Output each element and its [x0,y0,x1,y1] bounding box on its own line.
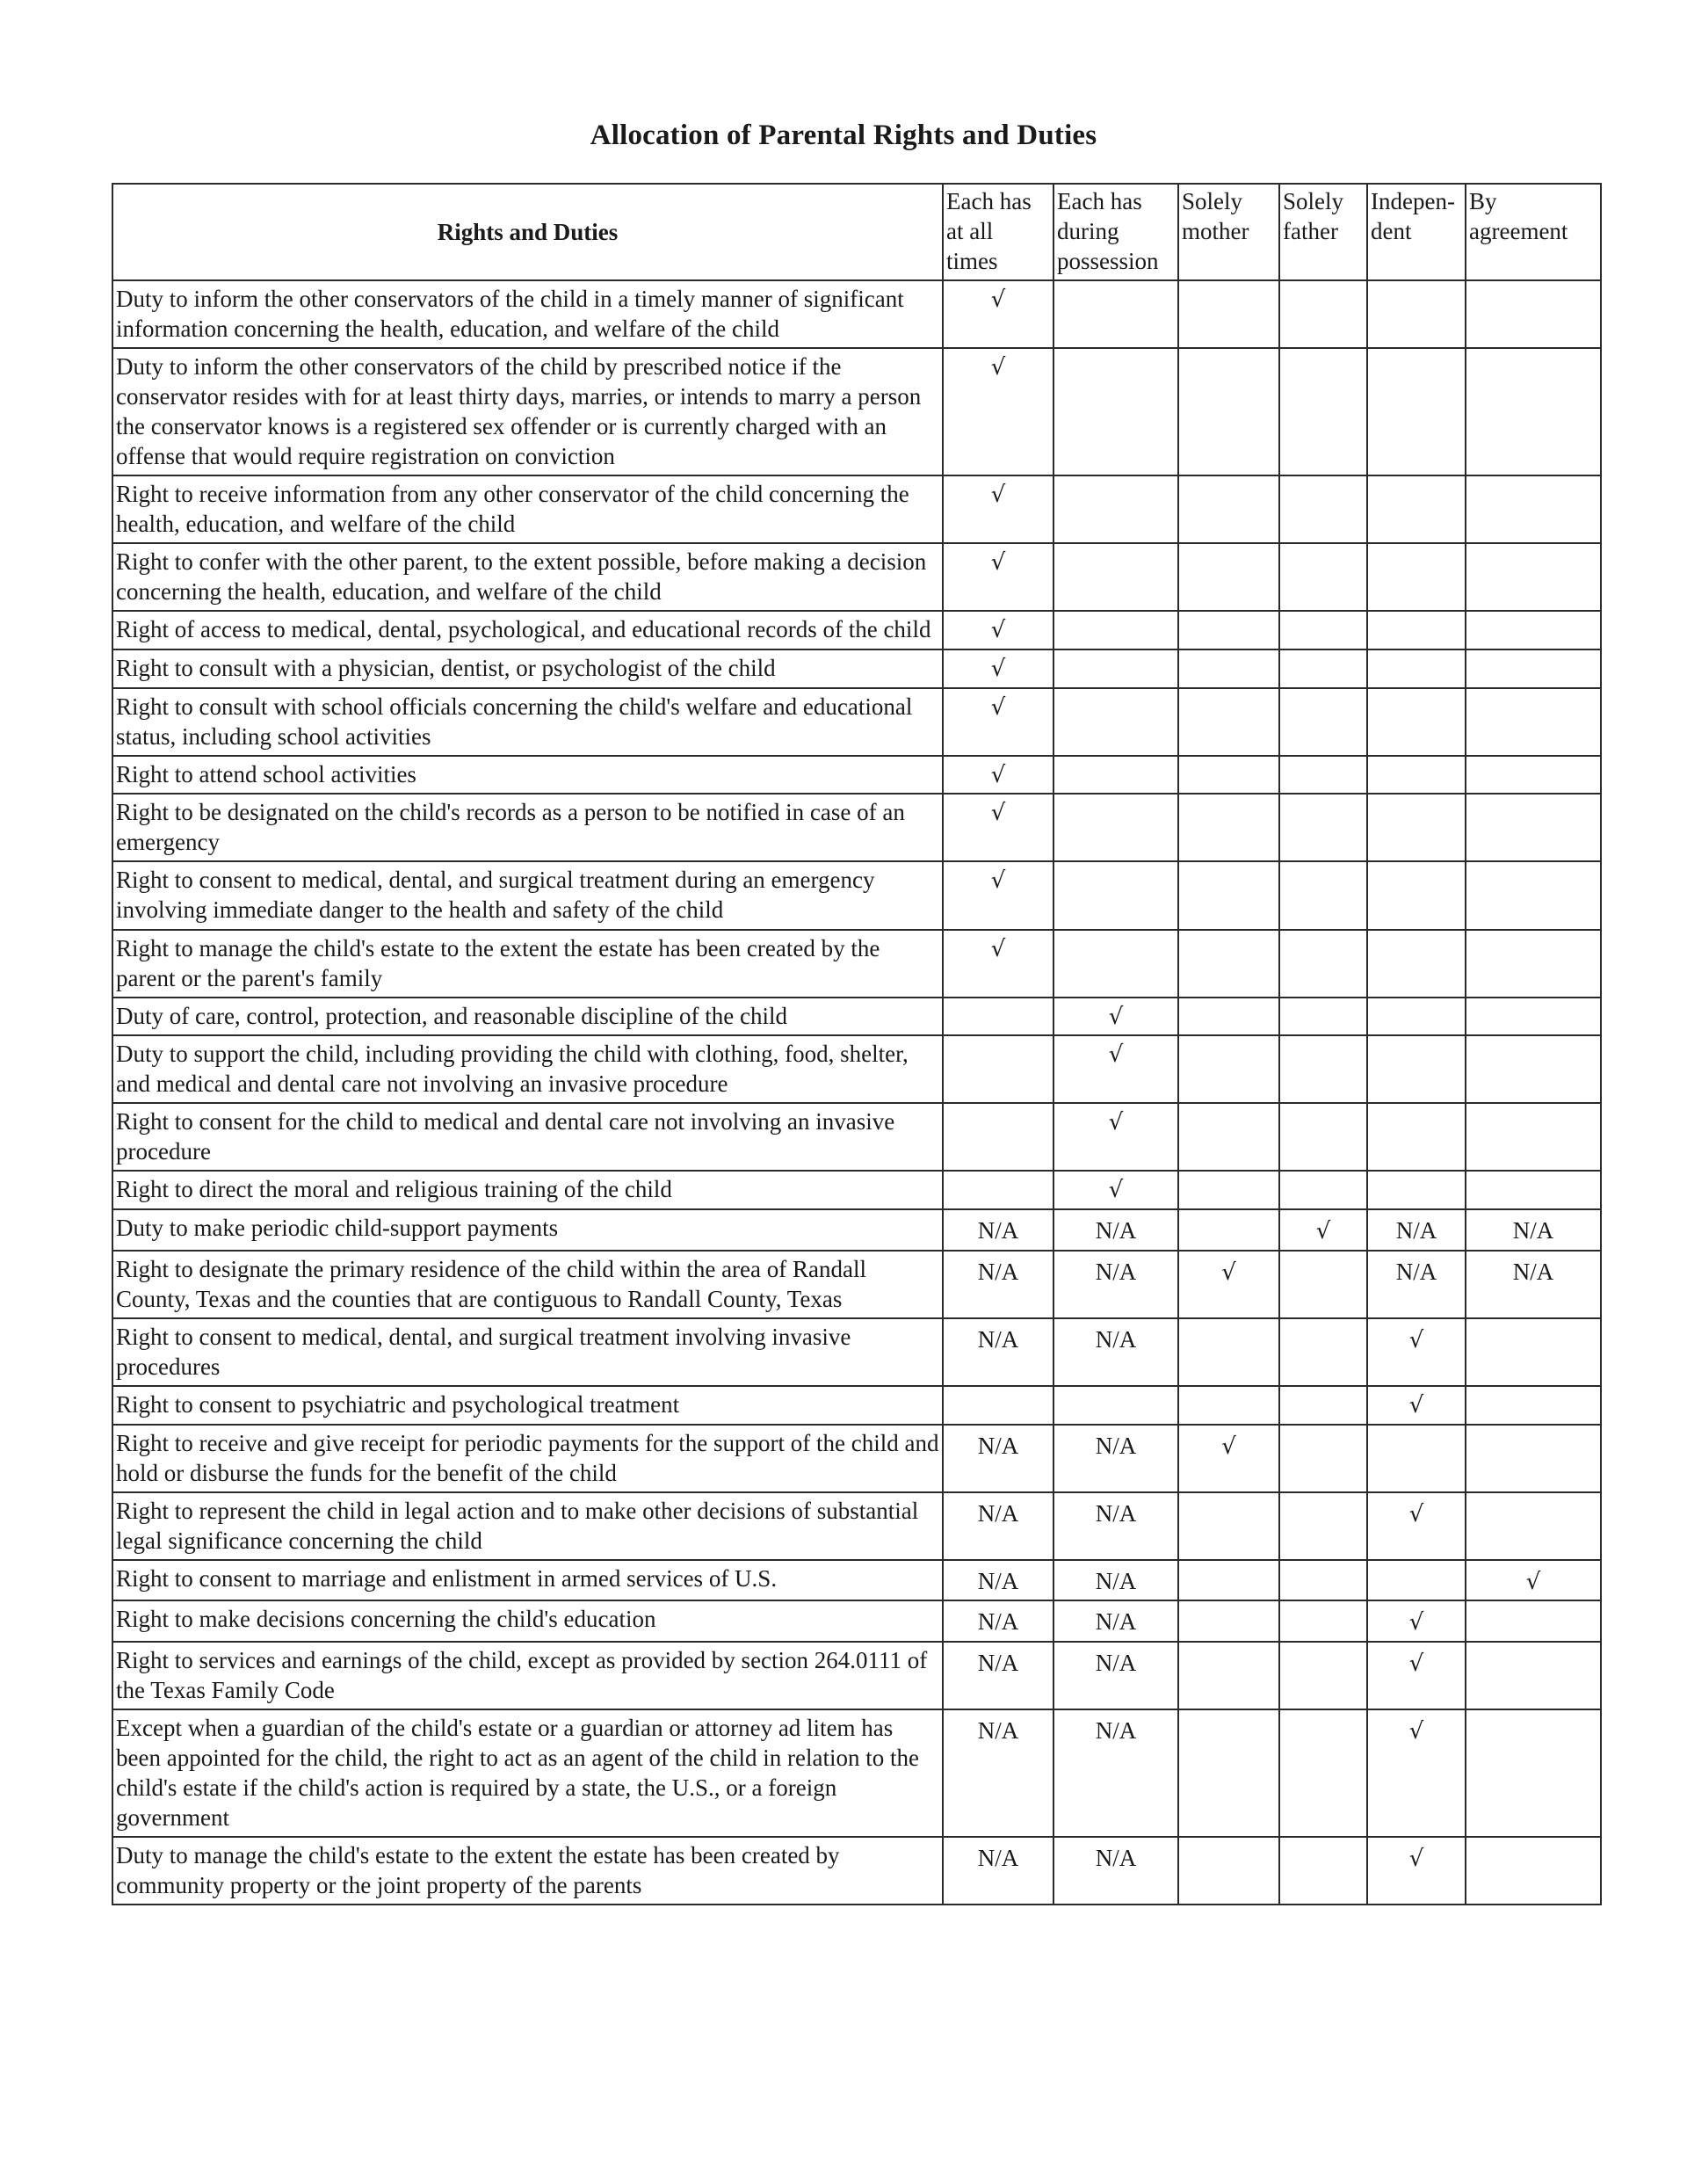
row-description: Right to manage the child's estate to the extent the estate has been created by the parent or the parent's family [112,930,943,998]
header-independent: Indepen-dent [1367,184,1466,280]
row-description: Right to direct the moral and religious training of the child [112,1171,943,1209]
cell-solely-father [1279,1209,1367,1251]
cell-independent [1367,1837,1466,1905]
cell-independent-empty [1367,611,1466,649]
cell-solely-mother-empty [1178,475,1279,543]
cell-by-agreement-empty [1466,1035,1601,1103]
check-mark-icon: √ [990,935,1006,962]
cell-solely-father-empty [1279,1492,1367,1560]
row-description: Duty to manage the child's estate to the extent the estate has been created by community property or the joint property of the parents [112,1837,943,1905]
table-row [112,688,1601,756]
cell-by-agreement-empty [1466,930,1601,998]
check-mark-icon: √ [990,800,1006,827]
cell-by-agreement-empty [1466,348,1601,475]
table-body [112,280,1601,1905]
cell-independent-empty [1367,688,1466,756]
table-row [112,280,1601,348]
cell-solely-mother-empty [1178,1386,1279,1425]
cell-each-possession-empty [1053,280,1178,348]
row-description: Right to consent to medical, dental, and surgical treatment involving invasive procedures [112,1318,943,1386]
row-description: Right to designate the primary residence of the child within the area of Randall County, Texas and the counties that are contiguous to Randall County, Texas [112,1251,943,1318]
cell-each-all-times [943,543,1053,611]
cell-by-agreement-na: N/A [1466,1251,1601,1318]
cell-each-all-times-empty [943,1103,1053,1171]
row-description: Right of access to medical, dental, psychological, and educational records of the child [112,611,943,649]
cell-solely-mother-empty [1178,1642,1279,1709]
cell-independent-empty [1367,861,1466,929]
table-row [112,756,1601,795]
cell-independent [1367,1492,1466,1560]
cell-solely-father-empty [1279,1386,1367,1425]
row-description: Duty of care, control, protection, and reasonable discipline of the child [112,998,943,1036]
table-row [112,475,1601,543]
rights-duties-table [112,183,1602,1905]
cell-each-all-times-empty [943,1035,1053,1103]
cell-solely-father-empty [1279,1837,1367,1905]
check-mark-icon: √ [990,549,1006,577]
check-mark-icon: √ [1108,1041,1124,1069]
row-description: Right to consent to marriage and enlistment in armed services of U.S. [112,1560,943,1601]
check-mark-icon: √ [1408,1718,1424,1745]
table-row [112,1171,1601,1209]
row-description: Right to services and earnings of the child, except as provided by section 264.0111 of the Texas Family Code [112,1642,943,1709]
cell-each-all-times-na: N/A [943,1251,1053,1318]
check-mark-icon: √ [1408,1609,1424,1636]
cell-solely-father-empty [1279,348,1367,475]
cell-each-all-times-empty [943,1171,1053,1209]
cell-independent-empty [1367,649,1466,688]
cell-each-possession-na: N/A [1053,1209,1178,1251]
cell-each-all-times-na: N/A [943,1600,1053,1642]
cell-each-possession-na: N/A [1053,1837,1178,1905]
cell-by-agreement-empty [1466,611,1601,649]
check-mark-icon: √ [1221,1433,1236,1460]
table-row [112,998,1601,1036]
row-description: Duty to inform the other conservators of the child by prescribed notice if the conservator resides with for at least thirty days, marries, or intends to marry a person the conservator knows is a registered sex offender or is currently charged with an offense that would require registration on conviction [112,348,943,475]
cell-independent [1367,1318,1466,1386]
cell-by-agreement-empty [1466,794,1601,861]
cell-independent-empty [1367,1425,1466,1492]
cell-solely-mother-empty [1178,280,1279,348]
cell-solely-mother-empty [1178,1209,1279,1251]
table-row [112,649,1601,688]
cell-each-all-times [943,688,1053,756]
cell-independent [1367,1709,1466,1837]
cell-each-all-times-empty [943,1386,1053,1425]
cell-each-possession-empty [1053,688,1178,756]
cell-by-agreement-empty [1466,861,1601,929]
check-mark-icon: √ [1408,1391,1424,1419]
table-row [112,930,1601,998]
header-each-has-during-possession: Each has during possession [1053,184,1178,280]
cell-independent-na: N/A [1367,1209,1466,1251]
cell-each-possession-empty [1053,475,1178,543]
cell-by-agreement-empty [1466,1709,1601,1837]
table-row [112,1600,1601,1642]
check-mark-icon: √ [1408,1846,1424,1873]
row-description: Right to consult with a physician, dentist, or psychologist of the child [112,649,943,688]
row-description: Right to confer with the other parent, to the extent possible, before making a decision concerning the health, education, and welfare of the child [112,543,943,611]
row-description: Right to be designated on the child's records as a person to be notified in case of an emergency [112,794,943,861]
cell-each-possession [1053,1171,1178,1209]
cell-independent [1367,1642,1466,1709]
cell-solely-father-empty [1279,1600,1367,1642]
cell-each-all-times-na: N/A [943,1560,1053,1601]
row-description: Duty to inform the other conservators of the child in a timely manner of significant information concerning the health, education, and welfare of the child [112,280,943,348]
cell-solely-mother-empty [1178,756,1279,795]
cell-solely-mother-empty [1178,611,1279,649]
cell-solely-father-empty [1279,1425,1367,1492]
table-row [112,1425,1601,1492]
cell-each-possession-na: N/A [1053,1318,1178,1386]
cell-each-possession-na: N/A [1053,1251,1178,1318]
row-description: Right to receive information from any other conservator of the child concerning the health, education, and welfare of the child [112,475,943,543]
cell-solely-mother-empty [1178,1035,1279,1103]
cell-each-possession-na: N/A [1053,1600,1178,1642]
cell-each-possession [1053,1103,1178,1171]
cell-solely-father-empty [1279,998,1367,1036]
table-row [112,1209,1601,1251]
cell-each-all-times-empty [943,998,1053,1036]
cell-independent-empty [1367,930,1466,998]
row-description: Right to represent the child in legal action and to make other decisions of substantial legal significance concerning the child [112,1492,943,1560]
cell-solely-mother [1178,1251,1279,1318]
cell-by-agreement-empty [1466,649,1601,688]
cell-each-possession-empty [1053,794,1178,861]
row-description: Right to consent to medical, dental, and surgical treatment during an emergency involving immediate danger to the health and safety of the child [112,861,943,929]
cell-solely-father-empty [1279,1560,1367,1601]
table-row [112,1560,1601,1601]
cell-independent-empty [1367,1171,1466,1209]
check-mark-icon: √ [1408,1326,1424,1353]
cell-each-all-times-na: N/A [943,1837,1053,1905]
cell-solely-father-empty [1279,1318,1367,1386]
check-mark-icon: √ [1408,1500,1424,1527]
cell-each-possession-empty [1053,611,1178,649]
row-description: Right to consent to psychiatric and psychological treatment [112,1386,943,1425]
cell-each-all-times-na: N/A [943,1492,1053,1560]
check-mark-icon: √ [1525,1568,1541,1595]
row-description: Right to consent for the child to medical and dental care not involving an invasive procedure [112,1103,943,1171]
table-row [112,611,1601,649]
cell-solely-mother-empty [1178,1600,1279,1642]
cell-independent-empty [1367,998,1466,1036]
row-description: Right to make decisions concerning the child's education [112,1600,943,1642]
table-row [112,1386,1601,1425]
row-description: Duty to make periodic child-support payments [112,1209,943,1251]
cell-solely-mother-empty [1178,688,1279,756]
table-row [112,1251,1601,1318]
table-row [112,794,1601,861]
row-description: Right to consult with school officials concerning the child's welfare and educational status, including school activities [112,688,943,756]
cell-solely-father-empty [1279,930,1367,998]
row-description: Right to attend school activities [112,756,943,795]
cell-by-agreement-empty [1466,1492,1601,1560]
cell-each-possession-empty [1053,930,1178,998]
cell-independent-na: N/A [1367,1251,1466,1318]
cell-solely-mother [1178,1425,1279,1492]
cell-by-agreement [1466,1560,1601,1601]
cell-solely-father-empty [1279,543,1367,611]
cell-by-agreement-empty [1466,688,1601,756]
check-mark-icon: √ [1108,1003,1124,1030]
check-mark-icon: √ [990,354,1006,381]
cell-solely-father-empty [1279,1035,1367,1103]
cell-solely-mother-empty [1178,861,1279,929]
cell-by-agreement-empty [1466,1386,1601,1425]
header-each-has-at-all-times: Each has at all times [943,184,1053,280]
cell-by-agreement-empty [1466,1425,1601,1492]
cell-solely-mother-empty [1178,930,1279,998]
check-mark-icon: √ [990,867,1006,895]
cell-by-agreement-empty [1466,1318,1601,1386]
cell-by-agreement-empty [1466,280,1601,348]
cell-each-possession-na: N/A [1053,1709,1178,1837]
cell-each-possession-empty [1053,649,1178,688]
cell-independent-empty [1367,1103,1466,1171]
cell-independent-empty [1367,756,1466,795]
cell-solely-father-empty [1279,794,1367,861]
cell-solely-father-empty [1279,1642,1367,1709]
table-row [112,1035,1601,1103]
cell-by-agreement-empty [1466,1103,1601,1171]
check-mark-icon: √ [990,693,1006,721]
check-mark-icon: √ [1315,1218,1331,1245]
cell-each-all-times-na: N/A [943,1425,1053,1492]
cell-each-all-times [943,280,1053,348]
cell-solely-father-empty [1279,756,1367,795]
cell-by-agreement-empty [1466,543,1601,611]
cell-each-possession-na: N/A [1053,1642,1178,1709]
cell-solely-father-empty [1279,611,1367,649]
cell-solely-mother-empty [1178,348,1279,475]
cell-solely-mother-empty [1178,1709,1279,1837]
cell-by-agreement-empty [1466,1171,1601,1209]
cell-solely-mother-empty [1178,543,1279,611]
cell-by-agreement-empty [1466,1837,1601,1905]
table-row [112,861,1601,929]
row-description: Duty to support the child, including providing the child with clothing, food, shelter, and medical and dental care not involving an invasive procedure [112,1035,943,1103]
table-row [112,1103,1601,1171]
cell-solely-mother-empty [1178,1103,1279,1171]
cell-each-all-times-na: N/A [943,1642,1053,1709]
cell-each-possession-na: N/A [1053,1492,1178,1560]
cell-solely-father-empty [1279,688,1367,756]
cell-solely-father-empty [1279,280,1367,348]
cell-solely-father-empty [1279,861,1367,929]
cell-each-all-times-na: N/A [943,1209,1053,1251]
cell-each-all-times [943,649,1053,688]
cell-each-all-times-na: N/A [943,1709,1053,1837]
header-solely-father: Solely father [1279,184,1367,280]
check-mark-icon: √ [1221,1259,1236,1286]
cell-each-possession-empty [1053,756,1178,795]
cell-each-possession-na: N/A [1053,1560,1178,1601]
table-row [112,1318,1601,1386]
cell-independent-empty [1367,1035,1466,1103]
check-mark-icon: √ [990,287,1006,313]
cell-solely-father-empty [1279,1103,1367,1171]
cell-each-possession [1053,998,1178,1036]
table-row [112,1492,1601,1560]
cell-solely-father-empty [1279,475,1367,543]
cell-by-agreement-empty [1466,475,1601,543]
cell-independent-empty [1367,794,1466,861]
table-header-row [112,184,1601,280]
cell-each-all-times-na: N/A [943,1318,1053,1386]
cell-solely-mother-empty [1178,794,1279,861]
table-row [112,1837,1601,1905]
cell-independent [1367,1600,1466,1642]
check-mark-icon: √ [990,761,1006,788]
row-description: Right to receive and give receipt for periodic payments for the support of the child and hold or disburse the funds for the benefit of the child [112,1425,943,1492]
check-mark-icon: √ [990,617,1006,644]
cell-independent-empty [1367,475,1466,543]
cell-each-possession [1053,1035,1178,1103]
cell-solely-mother-empty [1178,649,1279,688]
cell-each-all-times [943,756,1053,795]
check-mark-icon: √ [1408,1651,1424,1678]
table-row [112,543,1601,611]
cell-solely-mother-empty [1178,998,1279,1036]
cell-by-agreement-empty [1466,1600,1601,1642]
cell-each-possession-empty [1053,543,1178,611]
cell-each-all-times [943,348,1053,475]
table-row [112,348,1601,475]
check-mark-icon: √ [990,482,1006,509]
cell-solely-mother-empty [1178,1837,1279,1905]
check-mark-icon: √ [1108,1109,1124,1136]
cell-each-all-times [943,611,1053,649]
page-title: Allocation of Parental Rights and Duties [590,120,1097,151]
cell-solely-mother-empty [1178,1492,1279,1560]
cell-solely-father-empty [1279,649,1367,688]
cell-independent-empty [1367,348,1466,475]
cell-each-possession-empty [1053,348,1178,475]
cell-each-all-times [943,475,1053,543]
table-row [112,1709,1601,1837]
cell-solely-mother-empty [1178,1560,1279,1601]
check-mark-icon: √ [990,655,1006,682]
cell-independent-empty [1367,543,1466,611]
cell-independent [1367,1386,1466,1425]
check-mark-icon: √ [1108,1177,1124,1204]
cell-solely-father-empty [1279,1709,1367,1837]
header-solely-mother: Solely mother [1178,184,1279,280]
row-description: Except when a guardian of the child's estate or a guardian or attorney ad litem has been appointed for the child, the right to act as an agent of the child in relation to the child's estate if the child's action is required by a state, the U.S., or a foreign government [112,1709,943,1837]
cell-each-all-times [943,794,1053,861]
cell-independent-empty [1367,1560,1466,1601]
cell-by-agreement-na: N/A [1466,1209,1601,1251]
header-rights-and-duties: Rights and Duties [112,184,943,280]
cell-independent-empty [1367,280,1466,348]
cell-solely-mother-empty [1178,1171,1279,1209]
cell-each-all-times [943,861,1053,929]
cell-each-possession-empty [1053,1386,1178,1425]
cell-solely-father-empty [1279,1251,1367,1318]
cell-each-all-times [943,930,1053,998]
table-row [112,1642,1601,1709]
cell-each-possession-na: N/A [1053,1425,1178,1492]
cell-by-agreement-empty [1466,1642,1601,1709]
cell-by-agreement-empty [1466,998,1601,1036]
cell-solely-father-empty [1279,1171,1367,1209]
cell-by-agreement-empty [1466,756,1601,795]
cell-each-possession-empty [1053,861,1178,929]
header-by-agreement: By agreement [1466,184,1601,280]
cell-solely-mother-empty [1178,1318,1279,1386]
